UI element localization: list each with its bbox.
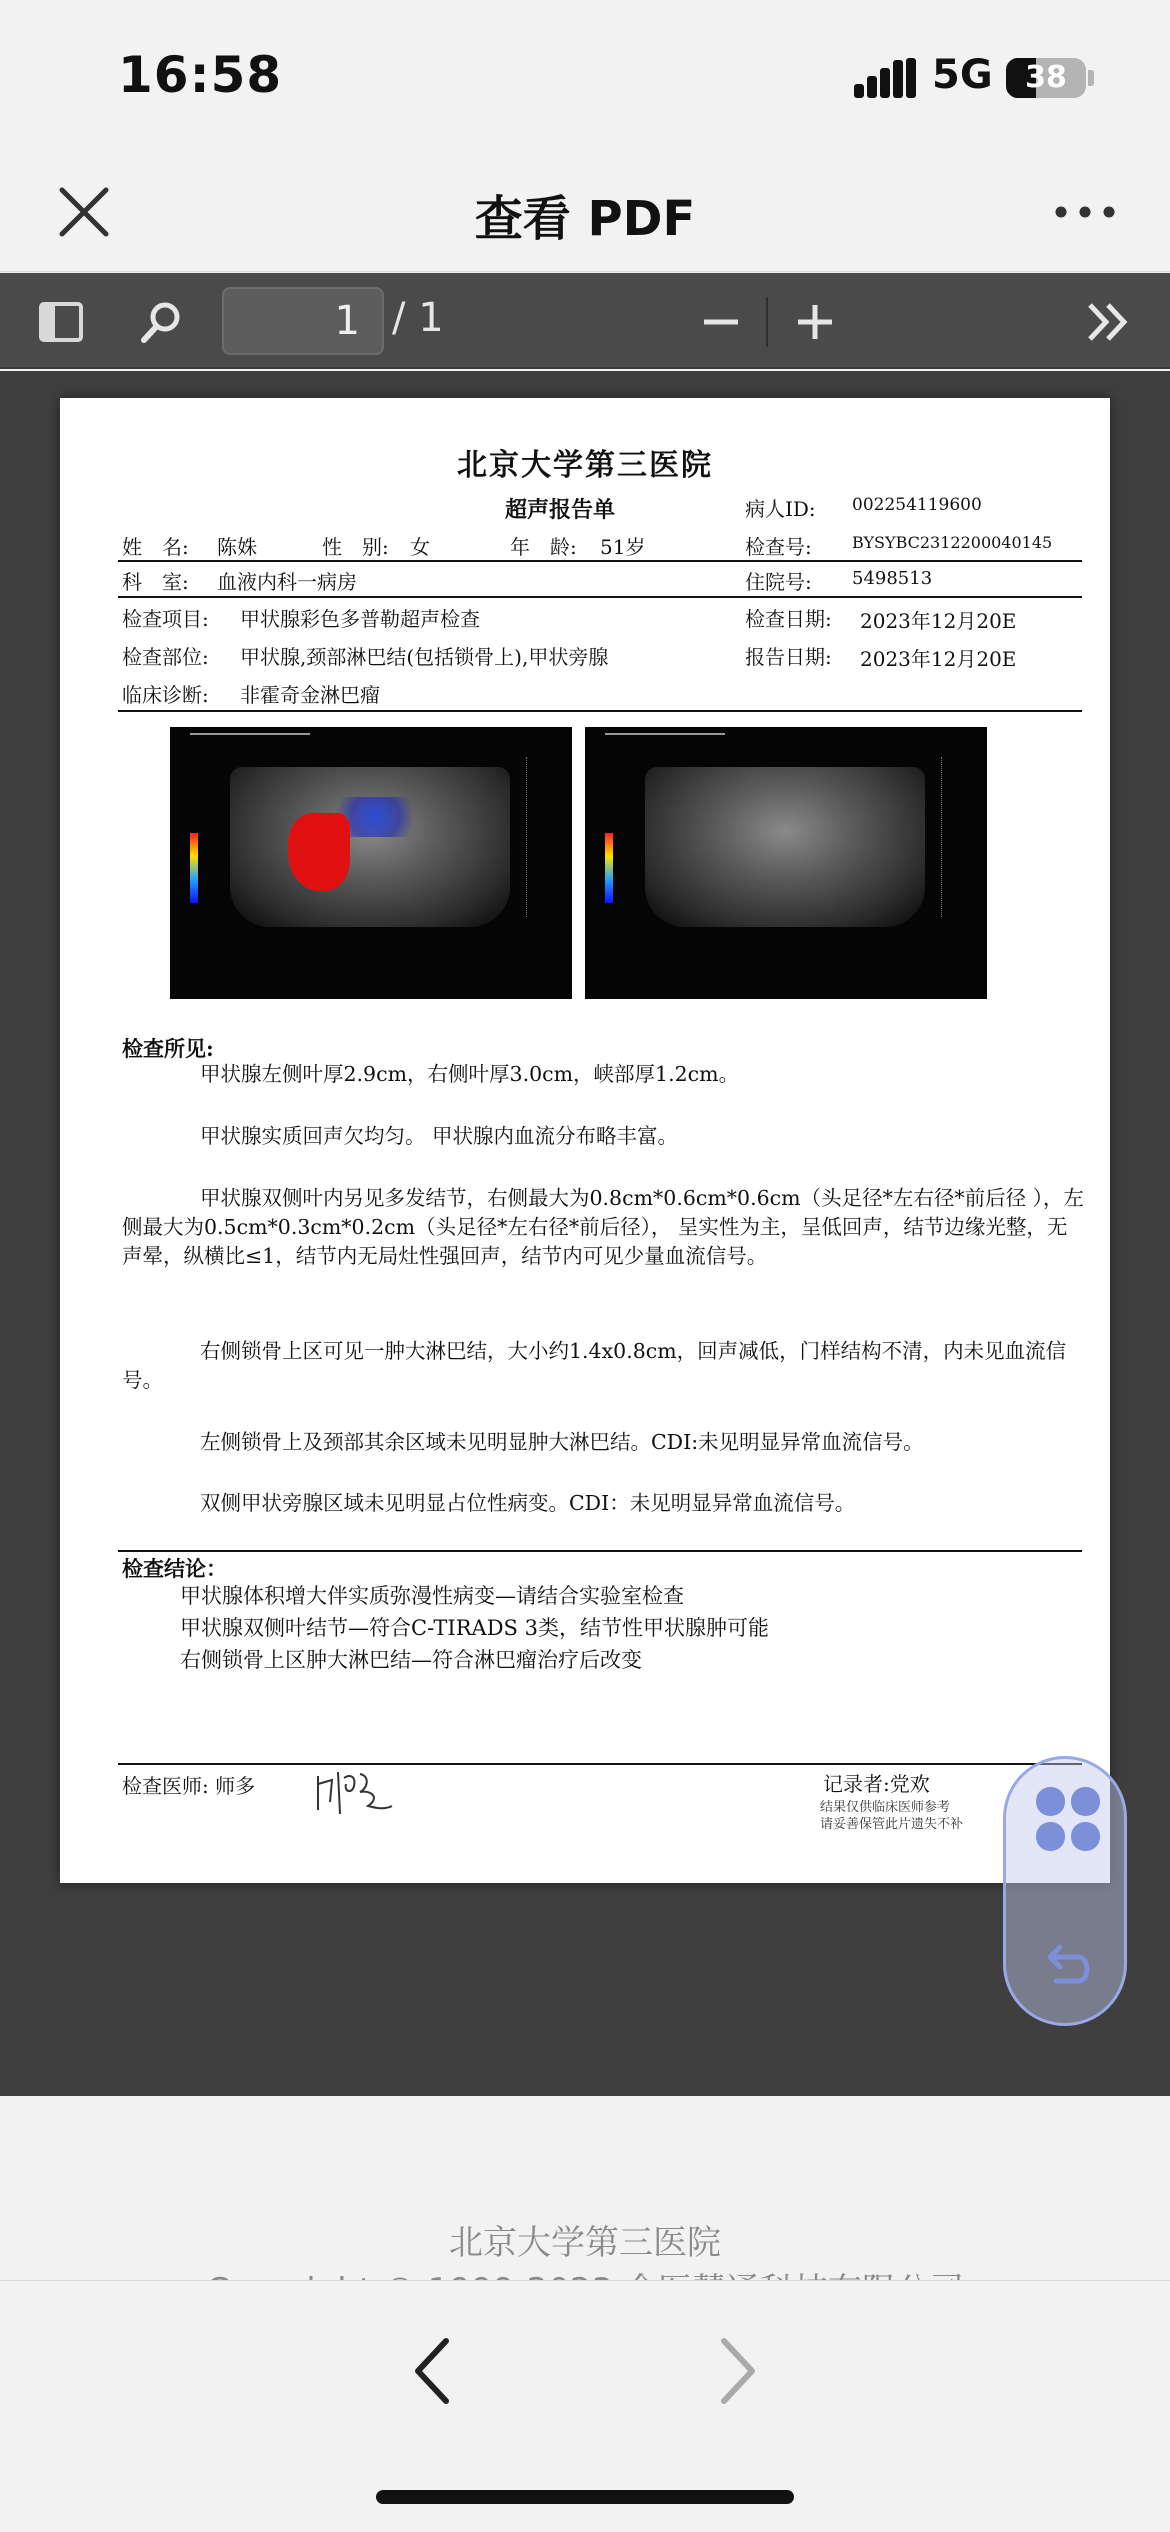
report-divider — [118, 596, 1082, 598]
page-title: 查看 PDF — [474, 191, 696, 247]
patient-id-label: 病人ID: — [745, 497, 816, 521]
exam-item: 甲状腺彩色多普勒超声检查 — [240, 607, 480, 631]
report-date: 2023年12月20E — [860, 647, 1017, 671]
report-divider — [118, 710, 1082, 712]
search-icon[interactable] — [134, 295, 188, 349]
forward-chevron-icon[interactable] — [710, 2331, 766, 2411]
battery-icon — [1006, 58, 1086, 98]
page-footer — [0, 2097, 1170, 2280]
conclusion-item: 甲状腺体积增大伴实质弥漫性病变—请结合实验室检查 — [180, 1584, 684, 1608]
patient-age: 51岁 — [600, 535, 646, 559]
status-bar — [0, 0, 1170, 150]
battery-percent: 38 — [1025, 60, 1067, 95]
exam-site: 甲状腺,颈部淋巴结(包括锁骨上),甲状旁腺 — [240, 645, 609, 669]
exam-no: BYSYBC2312200040145 — [852, 533, 1053, 552]
clinical-diagnosis: 非霍奇金淋巴瘤 — [240, 683, 380, 707]
conclusion-heading: 检查结论： — [122, 1556, 227, 1581]
patient-name: 陈姝 — [217, 535, 257, 559]
conclusion-item: 右侧锁骨上区肿大淋巴结—符合淋巴瘤治疗后改变 — [180, 1648, 642, 1672]
sidebar-toggle-icon[interactable] — [34, 295, 88, 349]
dept: 血液内科一病房 — [217, 570, 357, 594]
page-total: / 1 — [392, 295, 444, 341]
floating-widget — [1003, 1756, 1127, 2026]
conclusion-item: 甲状腺双侧叶结节—符合C-TIRADS 3类，结节性甲状腺肿可能 — [180, 1616, 769, 1640]
network-type: 5G — [932, 52, 993, 98]
home-indicator — [376, 2490, 794, 2504]
pdf-toolbar — [0, 273, 1170, 369]
finding-paragraph: 甲状腺左侧叶厚2.9cm，右侧叶厚3.0cm，峡部厚1.2cm。 — [200, 1062, 740, 1086]
doctor-signature — [310, 1762, 400, 1822]
ultrasound-image-doppler — [170, 727, 572, 999]
report-date-label: 报告日期: — [745, 645, 832, 669]
report-note: 请妥善保管此片遗失不补 — [820, 1817, 964, 1832]
status-time: 16:58 — [118, 46, 283, 104]
report-subtitle: 超声报告单 — [505, 497, 616, 523]
report-hospital: 北京大学第三医院 — [457, 448, 713, 483]
diag-label: 临床诊断: — [122, 683, 209, 707]
pdf-viewer[interactable] — [0, 371, 1170, 2096]
name-label: 姓 名: — [122, 535, 189, 559]
inpatient-label: 住院号: — [745, 570, 812, 594]
recorder: 记录者:党欢 — [823, 1772, 930, 1796]
age-label: 年 龄: — [510, 535, 577, 559]
dept-label: 科 室: — [122, 570, 189, 594]
ultrasound-image-grayscale — [585, 727, 987, 999]
patient-id: 002254119600 — [852, 495, 982, 515]
zoom-out-icon[interactable] — [694, 295, 748, 349]
page-number-input[interactable]: 1 — [222, 287, 384, 355]
double-chevron-right-icon[interactable] — [1082, 295, 1136, 349]
report-note: 结果仅供临床医师参考 — [820, 1800, 951, 1815]
pdf-page — [60, 398, 1110, 1883]
finding-paragraph: 双侧甲状旁腺区域未见明显占位性病变。CDI：未见明显异常血流信号。 — [200, 1491, 856, 1515]
report-divider — [118, 1550, 1082, 1552]
footer-hospital: 北京大学第三医院 — [449, 2223, 721, 2263]
zoom-in-icon[interactable] — [788, 295, 842, 349]
exam-no-label: 检查号: — [745, 535, 812, 559]
app-grid-icon[interactable] — [1034, 1785, 1102, 1853]
more-icon[interactable] — [1050, 190, 1120, 234]
exam-date: 2023年12月20E — [860, 609, 1017, 633]
site-label: 检查部位: — [122, 645, 209, 669]
toolbar-separator — [766, 297, 768, 347]
item-label: 检查项目: — [122, 607, 209, 631]
doctor-label: 检查医师: 师多 — [122, 1774, 256, 1798]
signal-strength-icon — [854, 58, 916, 98]
finding-paragraph: 甲状腺双侧叶内另见多发结节，右侧最大为0.8cm*0.6cm*0.6cm（头足径*左右径*前后径 ），左侧最大为0.5cm*0.3cm*0.2cm（头足径*左右径*前后径）， 呈实性为主，呈低回声，结节边缘光整，无声晕，纵横比≤1，结节内无局灶性强回声，结节内可见少量血流信号。 — [122, 1186, 1084, 1268]
finding-paragraph: 甲状腺实质回声欠均匀。 甲状腺内血流分布略丰富。 — [200, 1124, 679, 1148]
undo-arrow-icon[interactable] — [1038, 1935, 1098, 1995]
battery-tip — [1088, 70, 1094, 86]
nav-bar — [0, 150, 1170, 272]
inpatient-no: 5498513 — [852, 568, 933, 589]
report-divider — [118, 1763, 1082, 1765]
finding-paragraph: 右侧锁骨上区可见一肿大淋巴结，大小约1.4x0.8cm，回声减低，门样结构不清，内未见血流信号。 — [122, 1339, 1067, 1392]
exam-date-label: 检查日期: — [745, 607, 832, 631]
back-chevron-icon[interactable] — [404, 2331, 460, 2411]
finding-paragraph: 左侧锁骨上及颈部其余区域未见明显肿大淋巴结。CDI:未见明显异常血流信号。 — [200, 1430, 924, 1454]
patient-sex: 女 — [410, 535, 430, 559]
findings-heading: 检查所见: — [122, 1036, 214, 1061]
sex-label: 性 别: — [322, 535, 389, 559]
report-divider — [118, 560, 1082, 562]
